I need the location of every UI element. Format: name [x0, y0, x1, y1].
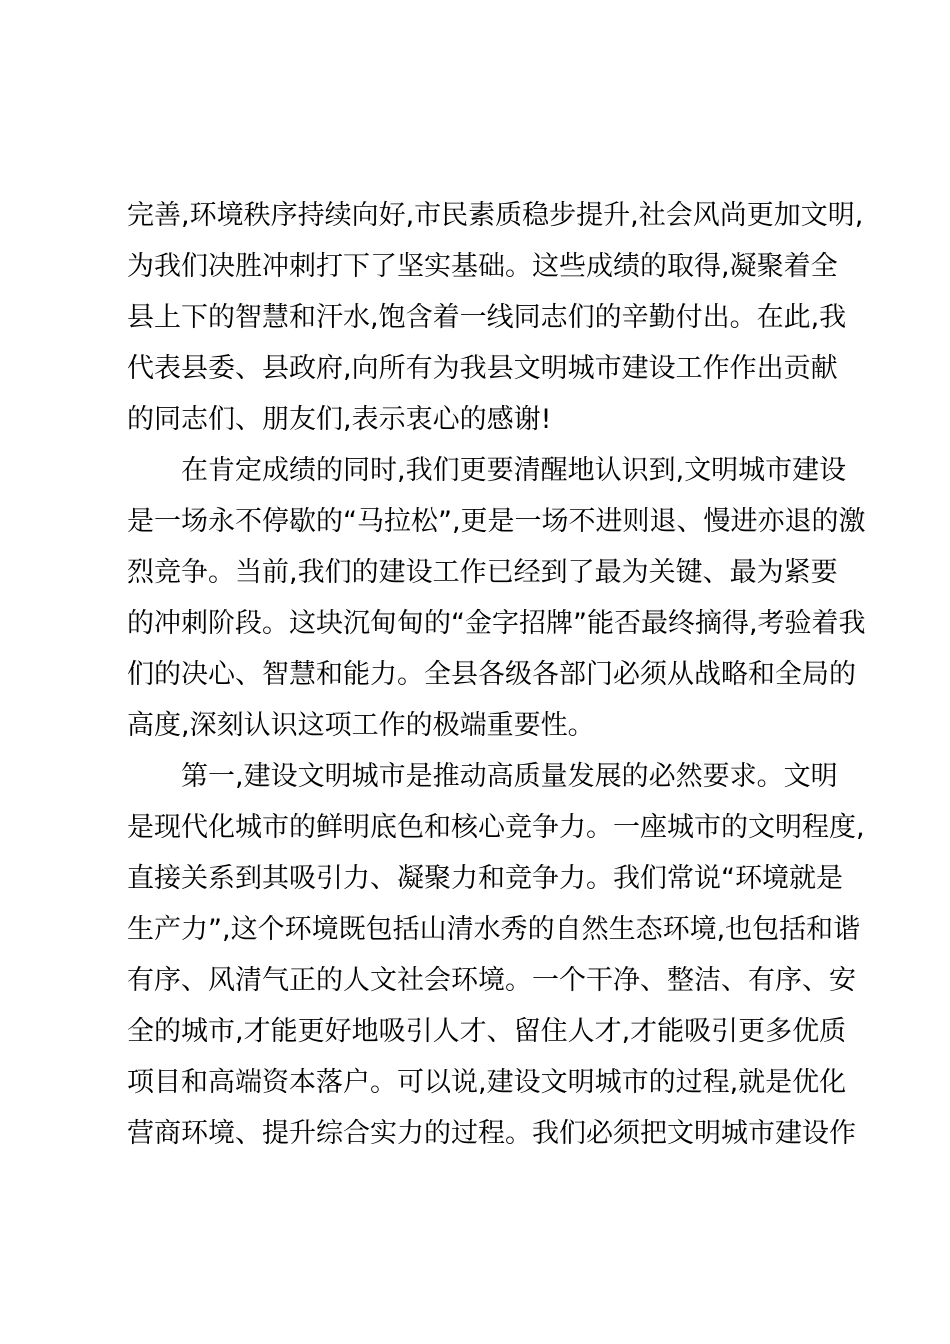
text-line: 的同志们、朋友们,表示衷心的感谢!	[127, 404, 552, 435]
text-line: 为我们决胜冲刺打下了坚实基础。这些成绩的取得,凝聚着全	[127, 251, 838, 282]
text-line: 直接关系到其吸引力、凝聚力和竞争力。我们常说“环境就是	[127, 863, 843, 894]
text-line: 全的城市,才能更好地吸引人才、留住人才,才能吸引更多优质	[127, 1016, 847, 1047]
text-line: 的冲刺阶段。这块沉甸甸的“金字招牌”能否最终摘得,考验着我	[127, 608, 866, 639]
text-line: 完善,环境秩序持续向好,市民素质稳步提升,社会风尚更加文明,	[127, 200, 864, 231]
text-line: 第一,建设文明城市是推动高质量发展的必然要求。文明	[181, 761, 838, 792]
text-line: 高度,深刻认识这项工作的极端重要性。	[127, 710, 595, 741]
document-body	[127, 190, 866, 1159]
text-line: 项目和高端资本落户。可以说,建设文明城市的过程,就是优化	[127, 1067, 847, 1098]
text-line: 们的决心、智慧和能力。全县各级各部门必须从战略和全局的	[127, 659, 856, 690]
text-line: 烈竞争。当前,我们的建设工作已经到了最为关键、最为紧要	[127, 557, 838, 588]
text-line: 是现代化城市的鲜明底色和核心竞争力。一座城市的文明程度,	[127, 812, 865, 843]
text-line: 有序、风清气正的人文社会环境。一个干净、整洁、有序、安	[127, 965, 856, 996]
text-line: 在肯定成绩的同时,我们更要清醒地认识到,文明城市建设	[181, 455, 847, 486]
text-line: 营商环境、提升综合实力的过程。我们必须把文明城市建设作	[127, 1118, 856, 1149]
text-line: 县上下的智慧和汗水,饱含着一线同志们的辛勤付出。在此,我	[127, 302, 847, 333]
text-line: 代表县委、县政府,向所有为我县文明城市建设工作作出贡献	[127, 353, 838, 384]
text-line: 生产力”,这个环境既包括山清水秀的自然生态环境,也包括和谐	[127, 914, 861, 945]
text-line: 是一场永不停歇的“马拉松”,更是一场不进则退、慢进亦退的激	[127, 506, 866, 537]
